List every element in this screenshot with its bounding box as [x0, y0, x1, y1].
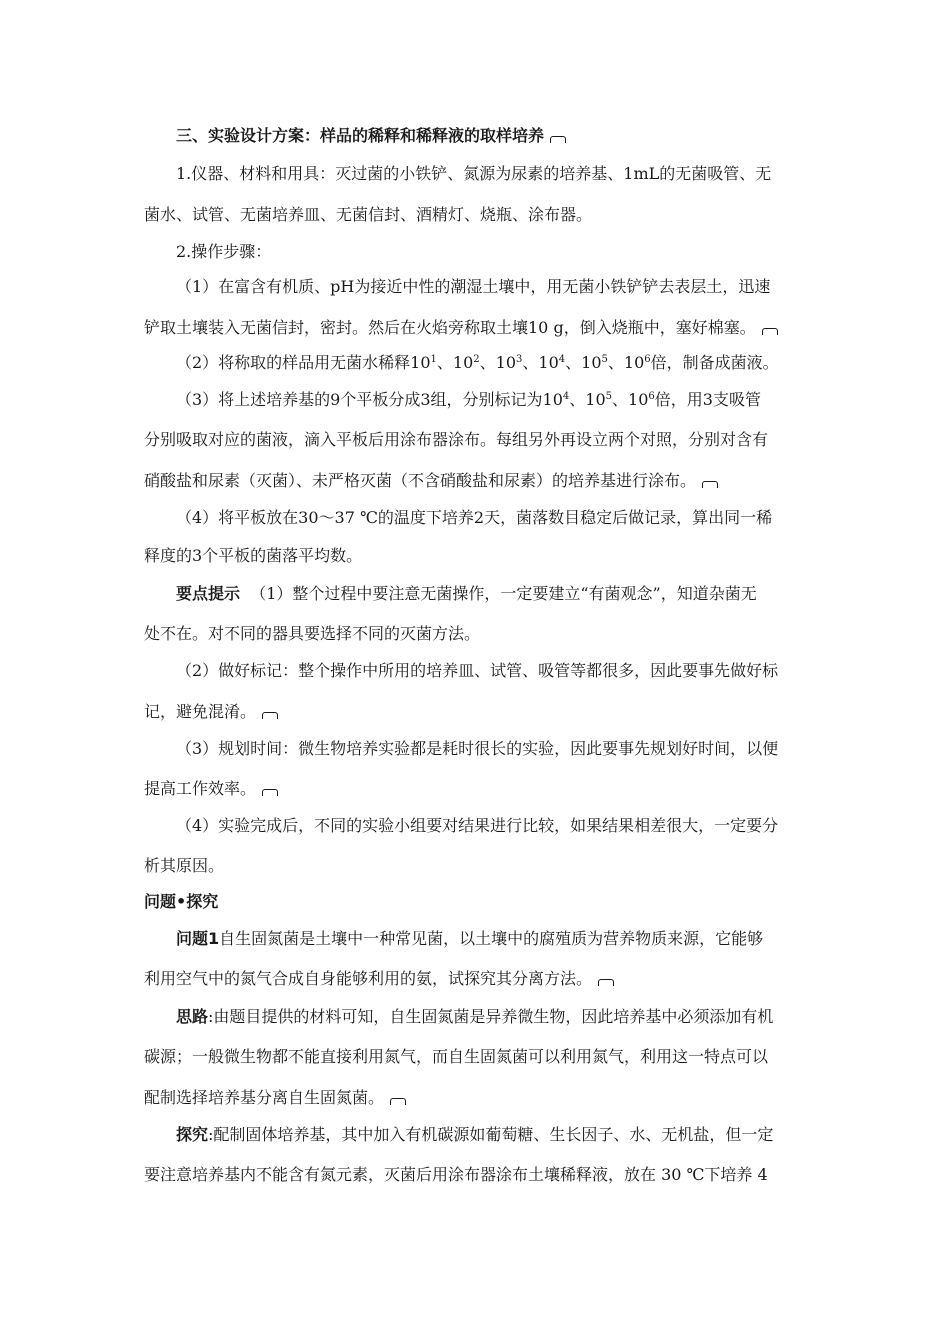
paragraph-line: （1）在富含有机质、pH为接近中性的潮湿土壤中，用无菌小铁铲铲去表层土，迅速	[176, 277, 771, 296]
edit-mark-icon	[762, 328, 778, 335]
paragraph-line: 探究:配制固体培养基，其中加入有机碳源如葡萄糖、生长因子、水、无机盐，但一定	[176, 1125, 774, 1144]
paragraph-line: （2）将称取的样品用无菌水稀释$10^1$、$10^2$、$10^3$、$10^4$、$10^5$、$10^6$倍，制备成菌液。	[176, 353, 779, 372]
paragraph-line: 分别吸取对应的菌液，滴入平板后用涂布器涂布。每组另外再设立两个对照，分别对含有	[144, 430, 769, 449]
paragraph-line: 铲取土壤装入无菌信封，密封。然后在火焰旁称取土壤10 g，倒入烧瓶中，塞好棉塞。	[144, 318, 778, 338]
paragraph-line: （3）将上述培养基的9个平板分成3组，分别标记为$10^4$、$10^5$、$10^6$倍，用3支吸管	[176, 390, 761, 409]
subheading: 2.操作步骤：	[176, 242, 272, 261]
paragraph-line: 菌水、试管、无菌培养皿、无菌信封、酒精灯、烧瓶、涂布器。	[144, 205, 593, 224]
paragraph-line: 思路:由题目提供的材料可知，自生固氮菌是异养微生物，因此培养基中必须添加有机	[176, 1007, 774, 1026]
paragraph-line: 问题1自生固氮菌是土壤中一种常见菌，以土壤中的腐殖质为营养物质来源，它能够	[176, 929, 764, 948]
edit-mark-icon	[262, 712, 278, 719]
paragraph-line: （4）将平板放在30～37 ℃的温度下培养2天，菌落数目稳定后做记录，算出同一稀	[176, 508, 773, 527]
paragraph-line: （4）实验完成后，不同的实验小组要对结果进行比较，如果结果相差很大，一定要分	[176, 816, 779, 835]
paragraph-line: 析其原因。	[144, 856, 225, 875]
paragraph-line: 碳源；一般微生物都不能直接利用氮气，而自生固氮菌可以利用氮气，利用这一特点可以	[144, 1047, 769, 1066]
paragraph-line: 释度的3个平板的菌落平均数。	[144, 546, 363, 565]
paragraph-line: 记，避免混淆。	[144, 702, 278, 722]
section-heading: 三、实验设计方案：样品的稀释和稀释液的取样培养	[176, 126, 566, 146]
paragraph-line: 配制选择培养基分离自生固氮菌。	[144, 1088, 406, 1108]
paragraph-line: 处不在。对不同的器具要选择不同的灭菌方法。	[144, 624, 481, 643]
edit-mark-icon	[598, 979, 614, 986]
edit-mark-icon	[390, 1098, 406, 1105]
paragraph-line: 提高工作效率。	[144, 779, 278, 799]
paragraph-line: （3）规划时间：微生物培养实验都是耗时很长的实验，因此要事先规划好时间，以便	[176, 739, 779, 758]
paragraph-line: 利用空气中的氮气合成自身能够利用的氨，试探究其分离方法。	[144, 969, 614, 989]
paragraph-line: 硝酸盐和尿素（灭菌）、未严格灭菌（不含硝酸盐和尿素）的培养基进行涂布。	[144, 471, 718, 491]
edit-mark-icon	[262, 789, 278, 796]
paragraph-line: 1.仪器、材料和用具：灭过菌的小铁铲、氮源为尿素的培养基、1mL的无菌吸管、无	[176, 164, 772, 183]
section-heading: 问题•探究	[144, 892, 219, 911]
edit-mark-icon	[702, 481, 718, 488]
edit-mark-icon	[550, 136, 566, 143]
paragraph-line: 要注意培养基内不能含有氮元素，灭菌后用涂布器涂布土壤稀释液，放在 30 ℃下培养 4	[144, 1165, 768, 1184]
paragraph-line: 要点提示 （1）整个过程中要注意无菌操作，一定要建立“有菌观念”，知道杂菌无	[176, 584, 757, 603]
paragraph-line: （2）做好标记：整个操作中所用的培养皿、试管、吸管等都很多，因此要事先做好标	[176, 661, 779, 680]
